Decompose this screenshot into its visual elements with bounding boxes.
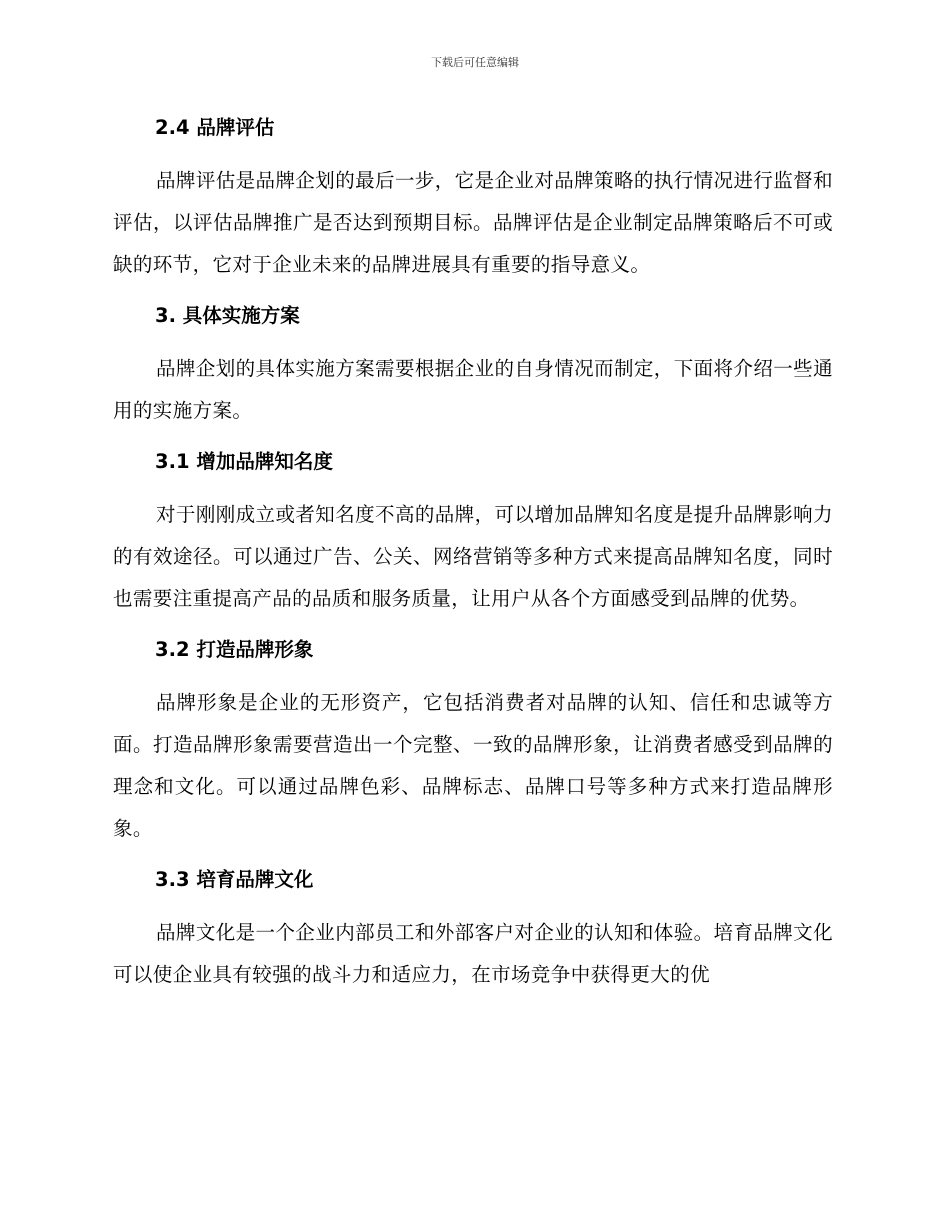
section-heading-2-4: 2.4 品牌评估 xyxy=(155,116,275,139)
section-heading-3-2: 3.2 打造品牌形象 xyxy=(155,638,314,661)
section-heading-3-3: 3.3 培育品牌文化 xyxy=(155,868,314,891)
section-paragraph-2-4: 品牌评估是品牌企划的最后一步，它是企业对品牌策略的执行情况进行监督和评估，以评估品牌推广是否达到预期目标。品牌评估是企业制定品牌策略后不可或缺的环节，它对于企业未来的品牌进展具有重要的指导意义。 xyxy=(113,169,833,276)
section-paragraph-3-3: 品牌文化是一个企业内部员工和外部客户对企业的认知和体验。培育品牌文化可以使企业具有较强的战斗力和适应力，在市场竞争中获得更大的优 xyxy=(113,921,833,986)
document-body xyxy=(113,110,833,996)
section-paragraph-3-2: 品牌形象是企业的无形资产，它包括消费者对品牌的认知、信任和忠诚等方面。打造品牌形象需要营造出一个完整、一致的品牌形象，让消费者感受到品牌的理念和文化。可以通过品牌色彩、品牌标志、品牌口号等多种方式来打造品牌形象。 xyxy=(113,691,833,840)
section-paragraph-3-1: 对于刚刚成立或者知名度不高的品牌，可以增加品牌知名度是提升品牌影响力的有效途径。可以通过广告、公关、网络营销等多种方式来提高品牌知名度，同时也需要注重提高产品的品质和服务质量，让用户从各个方面感受到品牌的优势。 xyxy=(113,503,833,610)
page-header: 下载后可任意编辑 xyxy=(431,56,519,69)
section-heading-3: 3. 具体实施方案 xyxy=(155,304,300,327)
section-heading-3-1: 3.1 增加品牌知名度 xyxy=(155,450,333,473)
section-paragraph-3: 品牌企划的具体实施方案需要根据企业的自身情况而制定，下面将介绍一些通用的实施方案。 xyxy=(113,357,833,422)
